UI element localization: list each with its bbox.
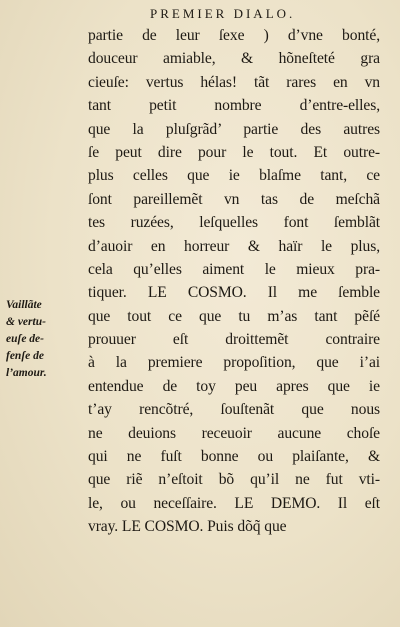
text-line: à la premiere propoſition, que i’ai (88, 354, 380, 372)
text-line: ſe peut dire pour le tout. Et outre- (88, 143, 380, 161)
text-line: ſont pareillemẽt vn tas de meſchã (88, 190, 380, 208)
text-line: cela qu’elles aiment le mieux pra- (88, 260, 380, 278)
text-line: tes ruzées, leſquelles font ſemblãt (88, 214, 380, 232)
text-line: vray. LE COSMO. Puis dõq̃ que (88, 518, 287, 536)
text-line: qui ne fuſt bonne ou plaiſante, & (88, 448, 380, 466)
text-line: cieuſe: vertus hélas! tãt rares en vn (88, 73, 380, 91)
text-line: t’ay rencõtré, ſouſtenãt que nous (88, 401, 380, 419)
text-line: ne deuions receuoir aucune choſe (88, 424, 380, 442)
margin-note (6, 297, 84, 382)
text-line: douceur amiable, & hõneſteté gra (88, 50, 380, 68)
text-line: que tout ce que tu m’as tant pẽſé (88, 307, 380, 325)
text-line: plus celles que ie blaſme tant, ce (88, 167, 380, 185)
text-line: le, ou neceſſaire. LE DEMO. Il eſt (88, 494, 380, 512)
text-line: prouuer eſt droittemẽt contraire (88, 331, 380, 349)
text-line: que riẽ n’eſtoit bõ qu’il ne fut vti- (88, 471, 380, 489)
text-line: que la pluſgrãd’ partie des autres (88, 120, 380, 138)
margin-note-line: l’amour. (6, 367, 47, 379)
text-line: entendue de toy peu apres que ie (88, 377, 380, 395)
margin-note-line: fenſe de (6, 350, 44, 362)
margin-note-line: euſe de- (6, 333, 44, 345)
body-text (88, 24, 380, 539)
text-line: tiquer. LE COSMO. Il me ſemble (88, 284, 380, 302)
text-line: tant petit nombre d’entre-elles, (88, 97, 380, 115)
running-head: PREMIER DIALO. (150, 6, 296, 21)
text-line: partie de leur ſexe ) d’vne bonté, (88, 27, 380, 44)
text-line: d’auoir en horreur & haïr le plus, (88, 237, 380, 255)
margin-note-line: Vaillãte (6, 299, 42, 311)
margin-note-line: & vertu- (6, 316, 46, 328)
